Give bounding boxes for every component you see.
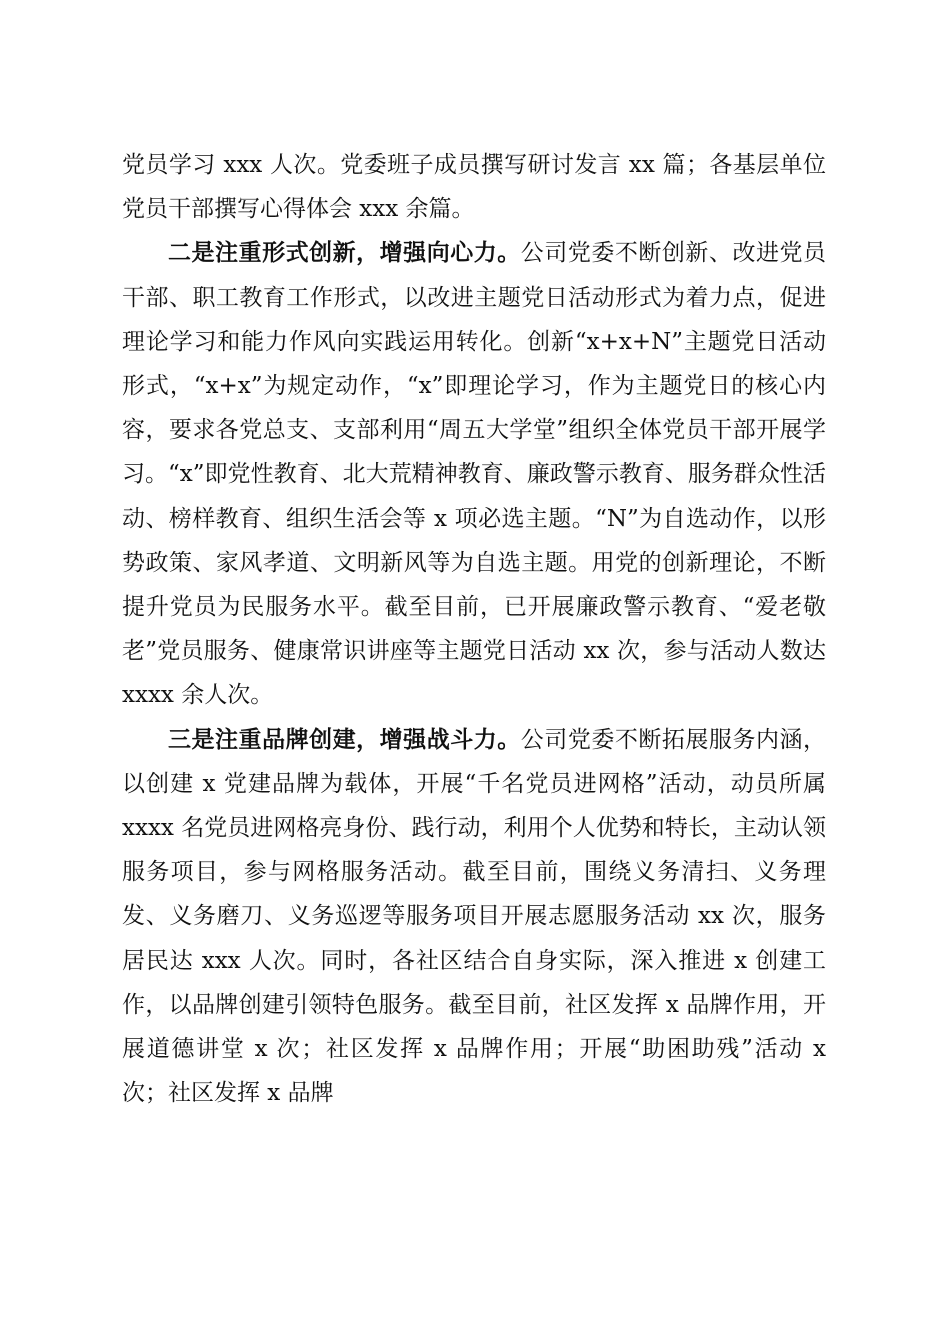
paragraph-text: 公司党委不断拓展服务内涵，以创建 x 党建品牌为载体，开展“千名党员进网格”活动，动员所属 xxxx 名党员进网格亮身份、践行动，利用个人优势和特长，主动认领服务项目，参与网格服务活动。截至目前，围绕义务清扫、义务理发、义务磨刀、义务巡逻等服务项目开展志愿服务活动 xx 次，服务居民达 xxx 人次。同时，各社区结合自身实际，深入推进 x 创建工作，以品牌创建引领特色服务。截至目前，社区发挥 x 品牌作用，开展道德讲堂 x 次；社区发挥 x 品牌作用；开展“助困助残”活动 x 次；社区发挥 x 品牌 xyxy=(122,726,827,1107)
paragraph-brand-building xyxy=(122,718,826,1116)
paragraph-lead: 三是注重品牌创建，增强战斗力。 xyxy=(168,725,521,753)
paragraph-continuation xyxy=(122,143,826,231)
paragraph-lead: 二是注重形式创新，增强向心力。 xyxy=(168,239,521,267)
body-text xyxy=(122,143,826,1115)
paragraph-text: 党员学习 xxx 人次。党委班子成员撰写研讨发言 xx 篇；各基层单位党员干部撰写心得体会 xxx 余篇。 xyxy=(122,152,826,223)
paragraph-form-innovation xyxy=(122,231,826,717)
paragraph-text: 公司党委不断创新、改进党员干部、职工教育工作形式，以改进主题党日活动形式为着力点，促进理论学习和能力作风向实践运用转化。创新“x+x+N”主题党日活动形式，“x+x”为规定动作，“x”即理论学习，作为主题党日的核心内容，要求各党总支、支部利用“周五大学堂”组织全体党员干部开展学习。“x”即党性教育、北大荒精神教育、廉政警示教育、服务群众性活动、榜样教育、组织生活会等 x 项必选主题。“N”为自选动作，以形势政策、家风孝道、文明新风等为自选主题。用党的创新理论，不断提升党员为民服务水平。截至目前，已开展廉政警示教育、“爱老敬老”党员服务、健康常识讲座等主题党日活动 xx 次，参与活动人数达 xxxx 余人次。 xyxy=(122,240,827,709)
